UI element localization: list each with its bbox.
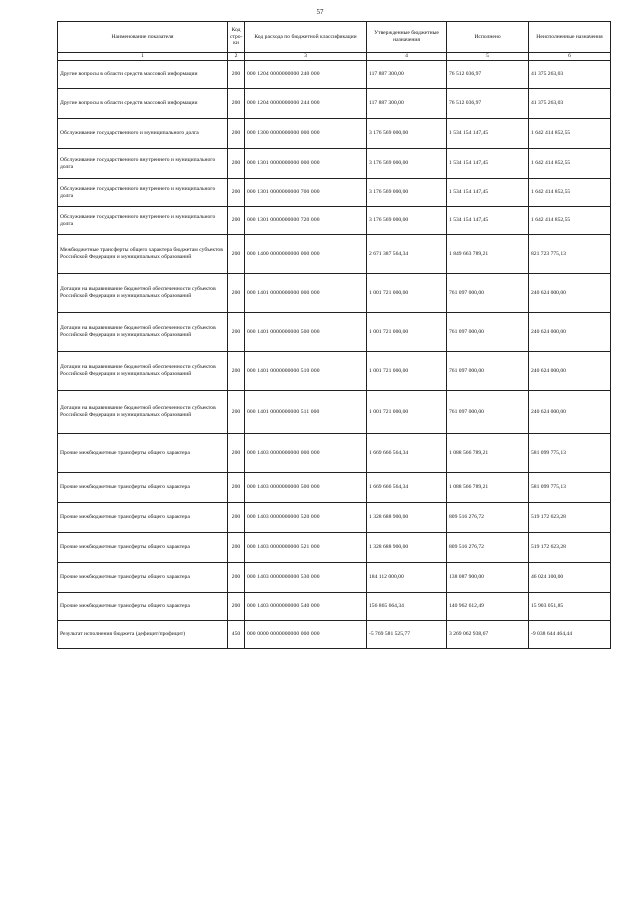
- row-approved: 1 001 721 000,00: [367, 391, 447, 434]
- row-approved: 1 669 666 564,34: [367, 434, 447, 473]
- row-code: 200: [228, 149, 245, 179]
- header-budget-classification: Код расхода по бюджетной классификации: [245, 22, 367, 53]
- row-code: 200: [228, 89, 245, 119]
- row-approved: 3 176 569 000,00: [367, 179, 447, 207]
- row-unexecuted: 821 723 775,13: [529, 235, 611, 274]
- row-unexecuted: 1 642 414 852,55: [529, 207, 611, 235]
- row-approved: 184 112 000,00: [367, 563, 447, 593]
- row-classification: 000 1401 0000000000 510 000: [245, 352, 367, 391]
- row-classification: 000 1300 0000000000 000 000: [245, 119, 367, 149]
- header-approved: Утвержденные бюджетные назначения: [367, 22, 447, 53]
- row-classification: 000 1301 0000000000 700 000: [245, 179, 367, 207]
- row-approved: 1 001 721 000,00: [367, 274, 447, 313]
- row-approved: 3 176 569 000,00: [367, 119, 447, 149]
- row-name: Результат исполнения бюджета (дефицит/профицит): [58, 621, 228, 649]
- table-row: [58, 533, 611, 563]
- row-name: Обслуживание государственного внутреннего и муниципального долга: [58, 179, 228, 207]
- row-executed: 761 097 000,00: [447, 352, 529, 391]
- row-approved: 1 001 721 000,00: [367, 313, 447, 352]
- row-approved: 1 001 721 000,00: [367, 352, 447, 391]
- row-code: 200: [228, 61, 245, 89]
- row-name: Дотации на выравнивание бюджетной обеспеченности субъектов Российской Федерации и муниципальных образований: [58, 352, 228, 391]
- header-executed: Исполнено: [447, 22, 529, 53]
- row-classification: 000 1400 0000000000 000 000: [245, 235, 367, 274]
- row-name: Другие вопросы в области средств массовой информации: [58, 89, 228, 119]
- row-approved: 117 887 300,00: [367, 61, 447, 89]
- row-classification: 000 1204 0000000000 244 000: [245, 89, 367, 119]
- row-executed: 761 097 000,00: [447, 274, 529, 313]
- row-code: 200: [228, 352, 245, 391]
- row-code: 200: [228, 274, 245, 313]
- row-executed: 1 534 154 147,45: [447, 179, 529, 207]
- row-classification: 000 1403 0000000000 000 000: [245, 434, 367, 473]
- table-row: [58, 149, 611, 179]
- row-unexecuted: 240 624 000,00: [529, 274, 611, 313]
- table-row: [58, 89, 611, 119]
- table-row: [58, 391, 611, 434]
- row-unexecuted: -9 038 644 464,44: [529, 621, 611, 649]
- row-code: 200: [228, 391, 245, 434]
- row-classification: 000 1403 0000000000 500 000: [245, 473, 367, 503]
- row-approved: 117 887 300,00: [367, 89, 447, 119]
- row-name: Другие вопросы в области средств массовой информации: [58, 61, 228, 89]
- column-number: 1: [58, 53, 228, 61]
- row-executed: 76 512 036,97: [447, 89, 529, 119]
- table-row: [58, 434, 611, 473]
- row-executed: 138 087 900,00: [447, 563, 529, 593]
- row-unexecuted: 240 624 000,00: [529, 391, 611, 434]
- row-executed: 3 269 062 938,67: [447, 621, 529, 649]
- row-unexecuted: 240 624 000,00: [529, 352, 611, 391]
- row-executed: 140 962 612,49: [447, 593, 529, 621]
- row-name: Прочие межбюджетные трансферты общего характера: [58, 593, 228, 621]
- row-executed: 809 516 276,72: [447, 533, 529, 563]
- row-name: Прочие межбюджетные трансферты общего характера: [58, 563, 228, 593]
- row-classification: 000 1301 0000000000 720 000: [245, 207, 367, 235]
- row-code: 200: [228, 434, 245, 473]
- page-number: 57: [316, 8, 324, 16]
- row-executed: 761 097 000,00: [447, 391, 529, 434]
- table-row: [58, 179, 611, 207]
- row-executed: 1 534 154 147,45: [447, 149, 529, 179]
- row-executed: 1 534 154 147,45: [447, 119, 529, 149]
- column-number: 4: [367, 53, 447, 61]
- row-name: Обслуживание государственного внутреннего и муниципального долга: [58, 149, 228, 179]
- row-unexecuted: 41 375 263,03: [529, 61, 611, 89]
- row-unexecuted: 15 903 051,85: [529, 593, 611, 621]
- row-name: Прочие межбюджетные трансферты общего характера: [58, 503, 228, 533]
- table-row: [58, 473, 611, 503]
- row-unexecuted: 46 024 100,00: [529, 563, 611, 593]
- row-code: 200: [228, 533, 245, 563]
- table-header-row: [58, 22, 611, 53]
- row-code: 450: [228, 621, 245, 649]
- row-classification: 000 1403 0000000000 521 000: [245, 533, 367, 563]
- row-unexecuted: 1 642 414 852,55: [529, 179, 611, 207]
- row-executed: 1 534 154 147,45: [447, 207, 529, 235]
- table-row: [58, 621, 611, 649]
- row-code: 200: [228, 503, 245, 533]
- column-number: 5: [447, 53, 529, 61]
- column-number-row: [58, 53, 611, 61]
- row-classification: 000 1401 0000000000 511 000: [245, 391, 367, 434]
- row-executed: 761 097 000,00: [447, 313, 529, 352]
- row-approved: 1 669 666 564,34: [367, 473, 447, 503]
- row-unexecuted: 581 099 775,13: [529, 434, 611, 473]
- header-indicator-name: Наименование показателя: [58, 22, 228, 53]
- row-executed: 1 849 663 789,21: [447, 235, 529, 274]
- table-row: [58, 352, 611, 391]
- row-approved: 3 176 569 000,00: [367, 149, 447, 179]
- row-name: Обслуживание государственного и муниципального долга: [58, 119, 228, 149]
- row-unexecuted: 519 172 623,28: [529, 533, 611, 563]
- row-code: 200: [228, 313, 245, 352]
- row-code: 200: [228, 563, 245, 593]
- row-classification: 000 1301 0000000000 000 000: [245, 149, 367, 179]
- header-line-code: Код стро-ки: [228, 22, 245, 53]
- table-row: [58, 235, 611, 274]
- row-unexecuted: 41 375 263,03: [529, 89, 611, 119]
- row-name: Обслуживание государственного внутреннего и муниципального долга: [58, 207, 228, 235]
- row-approved: 3 176 569 000,00: [367, 207, 447, 235]
- row-unexecuted: 581 099 775,13: [529, 473, 611, 503]
- row-approved: 2 671 387 564,34: [367, 235, 447, 274]
- row-executed: 1 088 566 789,21: [447, 473, 529, 503]
- column-number: 3: [245, 53, 367, 61]
- column-number: 6: [529, 53, 611, 61]
- budget-execution-table: [57, 21, 611, 649]
- row-name: Дотации на выравнивание бюджетной обеспеченности субъектов Российской Федерации и муниципальных образований: [58, 274, 228, 313]
- row-unexecuted: 1 642 414 852,55: [529, 119, 611, 149]
- table-row: [58, 563, 611, 593]
- table-row: [58, 313, 611, 352]
- row-approved: -5 769 581 525,77: [367, 621, 447, 649]
- row-code: 200: [228, 235, 245, 274]
- table-row: [58, 503, 611, 533]
- row-code: 200: [228, 473, 245, 503]
- row-classification: 000 1403 0000000000 540 000: [245, 593, 367, 621]
- row-executed: 809 516 276,72: [447, 503, 529, 533]
- row-classification: 000 1401 0000000000 500 000: [245, 313, 367, 352]
- row-unexecuted: 519 172 623,28: [529, 503, 611, 533]
- row-executed: 1 088 566 789,21: [447, 434, 529, 473]
- row-name: Дотации на выравнивание бюджетной обеспеченности субъектов Российской Федерации и муниципальных образований: [58, 391, 228, 434]
- row-name: Прочие межбюджетные трансферты общего характера: [58, 473, 228, 503]
- row-classification: 000 0000 0000000000 000 000: [245, 621, 367, 649]
- row-code: 200: [228, 119, 245, 149]
- table-row: [58, 274, 611, 313]
- row-name: Прочие межбюджетные трансферты общего характера: [58, 533, 228, 563]
- row-unexecuted: 240 624 000,00: [529, 313, 611, 352]
- table-row: [58, 207, 611, 235]
- row-code: 200: [228, 207, 245, 235]
- column-number: 2: [228, 53, 245, 61]
- row-name: Межбюджетные трансферты общего характера бюджетам субъектов Российской Федерации и муниципальных образований: [58, 235, 228, 274]
- header-unexecuted: Неисполненные назначения: [529, 22, 611, 53]
- table-row: [58, 119, 611, 149]
- row-unexecuted: 1 642 414 852,55: [529, 149, 611, 179]
- table-row: [58, 593, 611, 621]
- row-classification: 000 1401 0000000000 000 000: [245, 274, 367, 313]
- row-executed: 76 512 036,97: [447, 61, 529, 89]
- row-name: Дотации на выравнивание бюджетной обеспеченности субъектов Российской Федерации и муниципальных образований: [58, 313, 228, 352]
- row-classification: 000 1403 0000000000 530 000: [245, 563, 367, 593]
- row-classification: 000 1403 0000000000 520 000: [245, 503, 367, 533]
- row-approved: 156 865 664,34: [367, 593, 447, 621]
- row-code: 200: [228, 179, 245, 207]
- row-approved: 1 328 688 900,00: [367, 533, 447, 563]
- row-approved: 1 328 688 900,00: [367, 503, 447, 533]
- row-code: 200: [228, 593, 245, 621]
- row-name: Прочие межбюджетные трансферты общего характера: [58, 434, 228, 473]
- row-classification: 000 1204 0000000000 240 000: [245, 61, 367, 89]
- table-row: [58, 61, 611, 89]
